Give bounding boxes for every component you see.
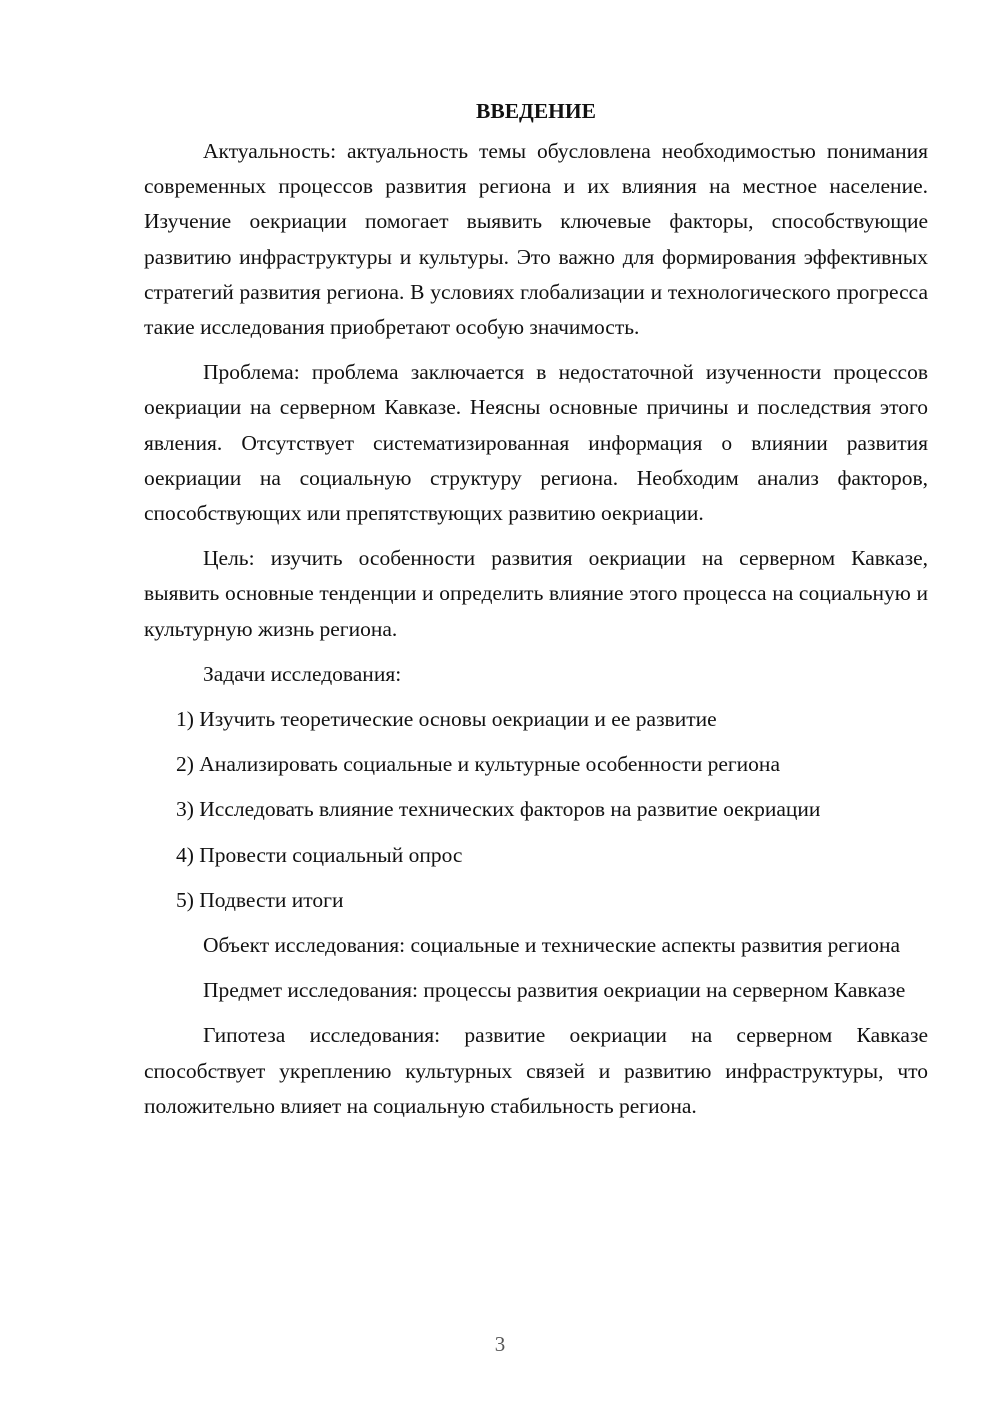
tasks-heading: Задачи исследования: [203, 661, 402, 686]
subject-paragraph: Предмет исследования: процессы развития оекриации на серверном Кавказе [203, 978, 906, 1003]
page-number: 3 [494, 1332, 506, 1356]
list-item: 1) Изучить теоретические основы оекриации и ее развитие [176, 707, 717, 732]
tasks-list [144, 702, 928, 918]
page-title: ВВЕДЕНИЕ [476, 99, 596, 123]
list-item: 3) Исследовать влияние технических факторов на развитие оекриации [176, 797, 821, 822]
list-item: 5) Подвести итоги [176, 887, 344, 912]
list-item: 4) Провести социальный опрос [176, 842, 463, 867]
problem-paragraph: Проблема: проблема заключается в недостаточной изученности процессов оекриации на серверном Кавказе. Неясны основные причины и последствия этого явления. Отсутствует систематизированная информация о влиянии развития оекриации на социальную структуру региона. Необходим анализ факторов, способствующих или препятствующих развитию оекриации. [144, 360, 928, 526]
document-page [144, 92, 928, 1124]
relevance-paragraph: Актуальность: актуальность темы обусловлена необходимостью понимания современных процессов развития региона и их влияния на местное население. Изучение оекриации помогает выявить ключевые факторы, способствующие развитию инфраструктуры и культуры. Это важно для формирования эффективных стратегий развития региона. В условиях глобализации и технологического прогресса такие исследования приобретают особую значимость. [144, 139, 928, 340]
goal-paragraph: Цель: изучить особенности развития оекриации на серверном Кавказе, выявить основные тенденции и определить влияние этого процесса на социальную и культурную жизнь региона. [144, 546, 928, 641]
hypothesis-paragraph: Гипотеза исследования: развитие оекриации на серверном Кавказе способствует укреплению культурных связей и развитию инфраструктуры, что положительно влияет на социальную стабильность региона. [144, 1023, 928, 1118]
list-item: 2) Анализировать социальные и культурные особенности региона [176, 752, 780, 777]
object-paragraph: Объект исследования: социальные и технические аспекты развития региона [203, 933, 901, 958]
